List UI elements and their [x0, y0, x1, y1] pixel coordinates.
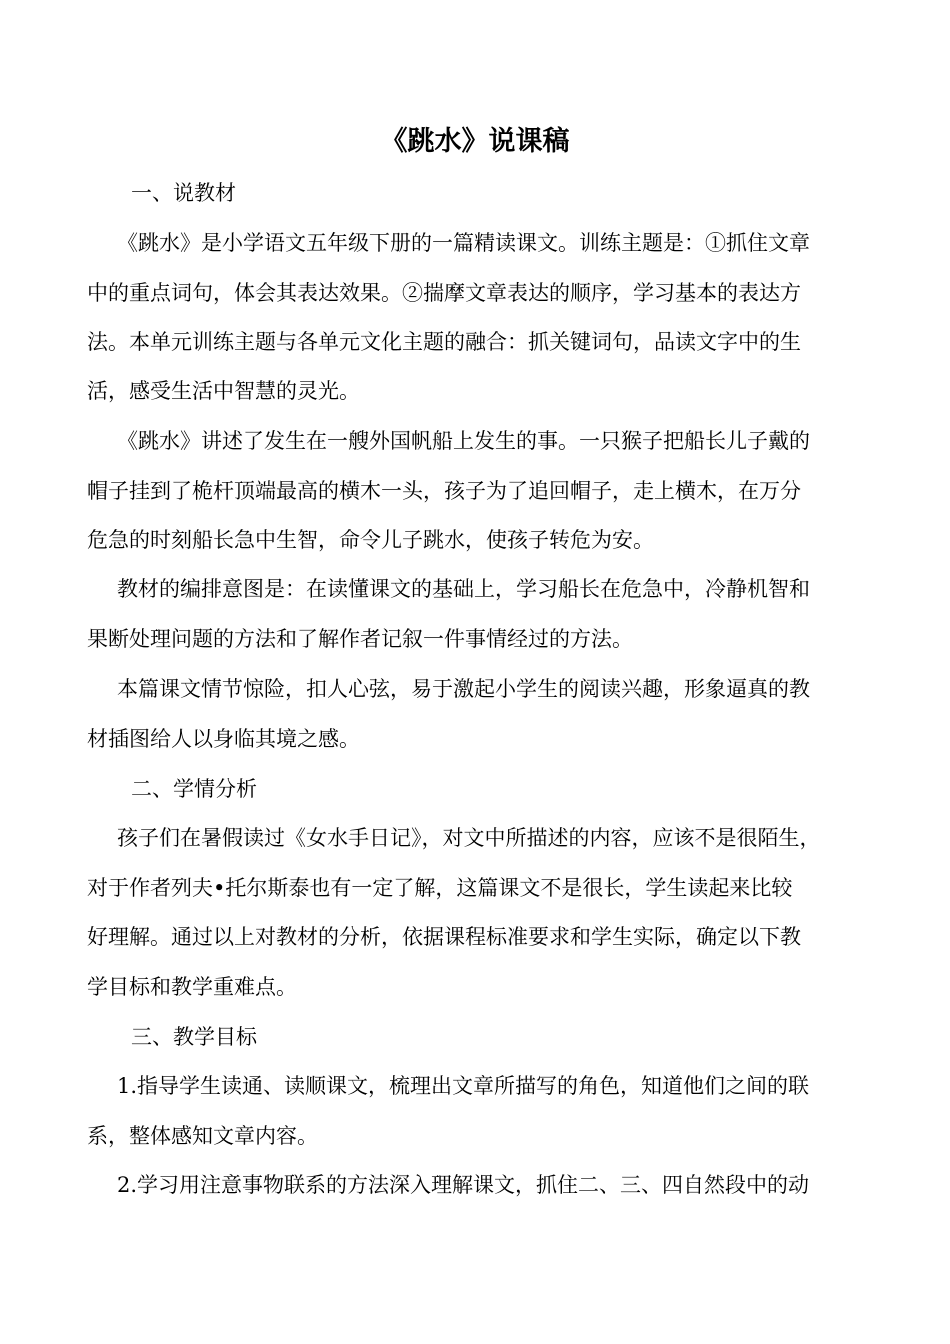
- paragraph-line: 《跳水》是小学语文五年级下册的一篇精读课文。训练主题是：①抓住文章: [117, 231, 810, 255]
- paragraph-line: 2.学习用注意事物联系的方法深入理解课文，抓住二、三、四自然段中的动: [117, 1173, 810, 1197]
- paragraph-line: 1.指导学生读通、读顺课文，梳理出文章所描写的角色，知道他们之间的联: [117, 1074, 810, 1098]
- paragraph-line: 教材的编排意图是：在读懂课文的基础上，学习船长在危急中，冷静机智和: [117, 577, 810, 601]
- paragraph-line: 《跳水》讲述了发生在一艘外国帆船上发生的事。一只猴子把船长儿子戴的: [117, 429, 810, 453]
- paragraph-line: 果断处理问题的方法和了解作者记叙一件事情经过的方法。: [87, 627, 633, 651]
- paragraph-line: 材插图给人以身临其境之感。: [87, 727, 360, 751]
- paragraph-line: 法。本单元训练主题与各单元文化主题的融合：抓关键词句，品读文字中的生: [87, 330, 801, 354]
- section-heading-student-analysis: 二、学情分析: [131, 777, 257, 801]
- paragraph-line: 好理解。通过以上对教材的分析，依据课程标准要求和学生实际，确定以下教: [87, 925, 801, 949]
- paragraph-line: 中的重点词句，体会其表达效果。②揣摩文章表达的顺序，学习基本的表达方: [87, 281, 801, 305]
- paragraph-line: 危急的时刻船长急中生智，命令儿子跳水，使孩子转危为安。: [87, 528, 654, 552]
- paragraph-line: 系，整体感知文章内容。: [87, 1124, 318, 1148]
- paragraph-line: 学目标和教学重难点。: [87, 975, 297, 999]
- document-title: 《跳水》说课稿: [380, 126, 570, 157]
- paragraph-line: 活，感受生活中智慧的灵光。: [87, 379, 360, 403]
- paragraph-line: 对于作者列夫•托尔斯泰也有一定了解，这篇课文不是很长，学生读起来比较: [87, 876, 793, 900]
- paragraph-line: 帽子挂到了桅杆顶端最高的横木一头，孩子为了追回帽子，走上横木，在万分: [87, 479, 801, 503]
- paragraph-line: 本篇课文情节惊险，扣人心弦，易于激起小学生的阅读兴趣，形象逼真的教: [117, 677, 810, 701]
- section-heading-textbook: 一、说教材: [131, 181, 236, 205]
- section-heading-teaching-goals: 三、教学目标: [131, 1025, 257, 1049]
- paragraph-line: 孩子们在暑假读过《女水手日记》，对文中所描述的内容，应该不是很陌生，: [117, 826, 821, 850]
